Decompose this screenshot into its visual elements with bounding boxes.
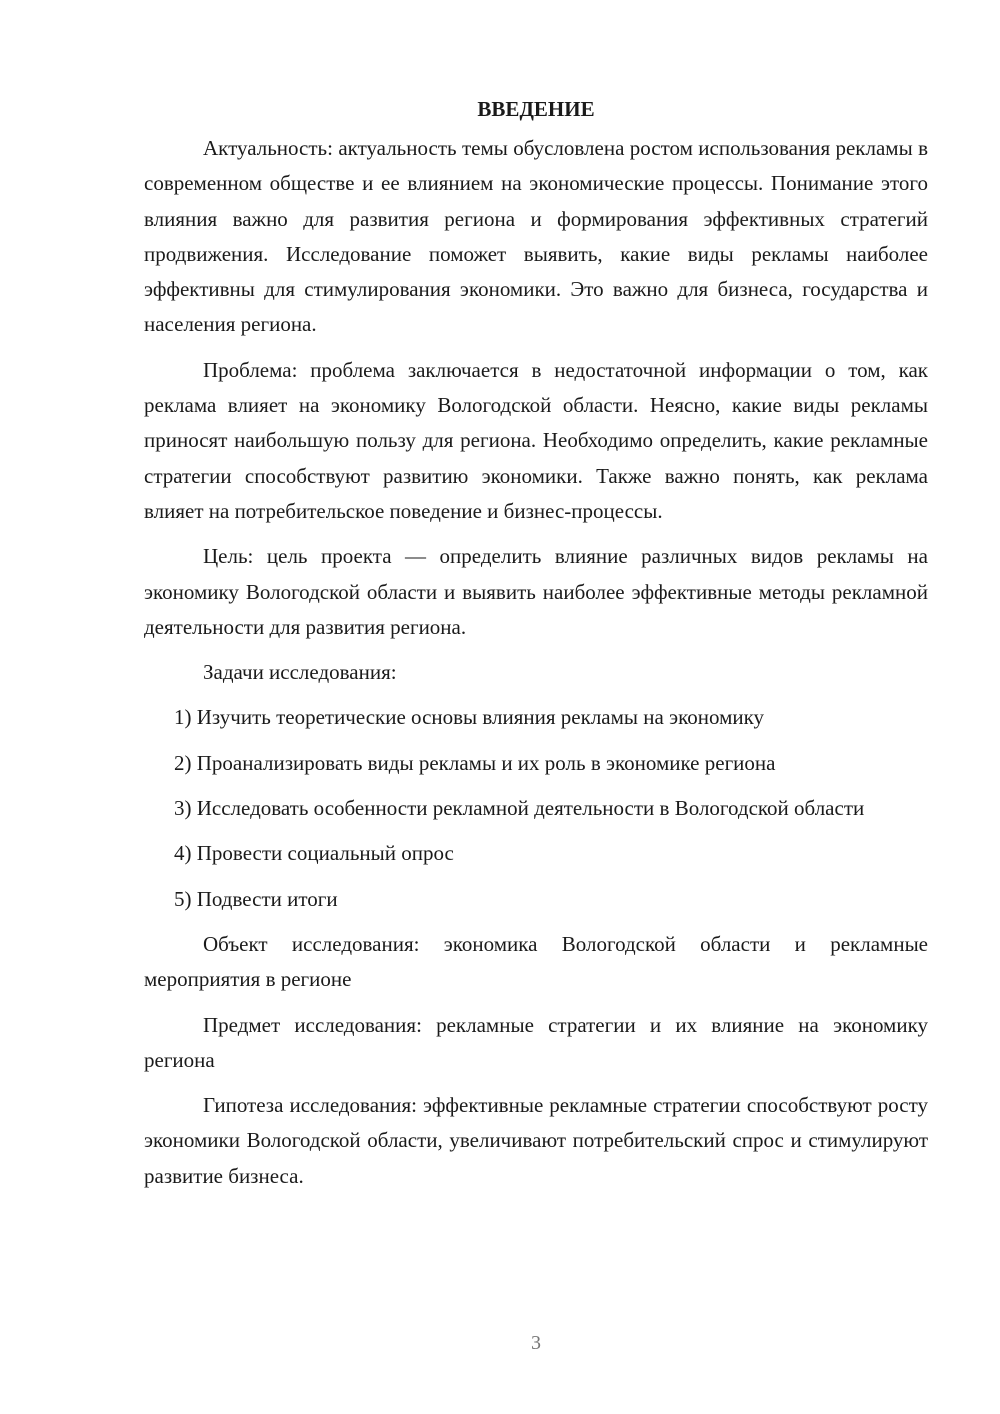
relevance-paragraph: Актуальность: актуальность темы обусловлена ростом использования рекламы в современном обществе и ее влиянием на экономические процессы. Понимание этого влияния важно для развития региона и формирования эффективных стратегий продвижения. Исследование поможет выявить, какие виды рекламы наиболее эффективны для стимулирования экономики. Это важно для бизнеса, государства и населения региона. xyxy=(144,136,928,337)
task-item: 2) Проанализировать виды рекламы и их роль в экономике региона xyxy=(174,750,776,775)
tasks-heading: Задачи исследования: xyxy=(203,660,397,685)
task-item: 3) Исследовать особенности рекламной деятельности в Вологодской области xyxy=(174,796,865,821)
problem-paragraph: Проблема: проблема заключается в недостаточной информации о том, как реклама влияет на экономику Вологодской области. Неясно, какие виды рекламы приносят наибольшую пользу для региона. Необходимо определить, какие рекламные стратегии способствуют развитию экономики. Также важно понять, как реклама влияет на потребительское поведение и бизнес-процессы. xyxy=(144,357,928,523)
goal-paragraph: Цель: цель проекта — определить влияние различных видов рекламы на экономику Вологодской области и выявить наиболее эффективные методы рекламной деятельности для развития региона. xyxy=(144,544,928,639)
section-title: ВВЕДЕНИЕ xyxy=(477,97,595,121)
task-item: 4) Провести социальный опрос xyxy=(174,841,454,866)
task-item: 1) Изучить теоретические основы влияния рекламы на экономику xyxy=(174,705,764,730)
document-page xyxy=(144,92,928,1204)
subject-paragraph: Предмет исследования: рекламные стратегии и их влияние на экономику региона xyxy=(144,1012,928,1072)
task-item: 5) Подвести итоги xyxy=(174,886,338,911)
hypothesis-paragraph: Гипотеза исследования: эффективные рекламные стратегии способствуют росту экономики Вологодской области, увеличивают потребительский спрос и стимулируют развитие бизнеса. xyxy=(144,1093,928,1188)
object-paragraph: Объект исследования: экономика Вологодской области и рекламные мероприятия в регионе xyxy=(144,931,928,992)
page-number: 3 xyxy=(531,1332,541,1354)
